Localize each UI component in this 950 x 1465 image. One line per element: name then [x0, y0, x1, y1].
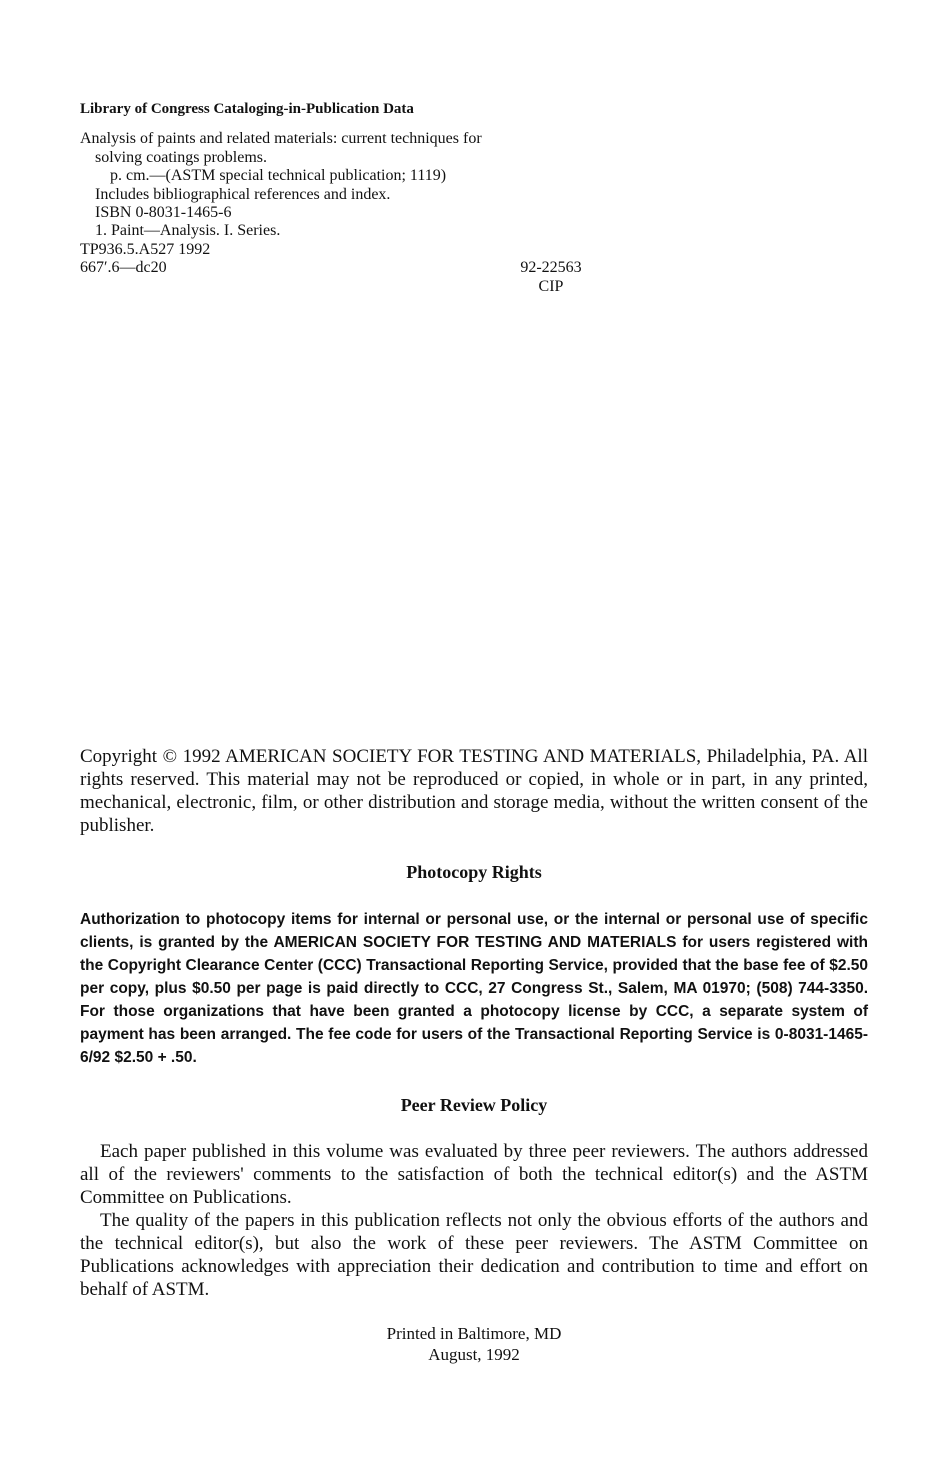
peer-review-paragraph-1: Each paper published in this volume was evaluated by three peer reviewers. The authors addressed all of the reviewers' comments to the satisfaction of both the technical editor(s) and the ASTM Committee on Publications. [80, 1141, 868, 1208]
cip-physical-description: p. cm.—(ASTM special technical publication; 1119) [110, 167, 447, 185]
peer-review-title: Peer Review Policy [400, 1095, 548, 1115]
peer-review-paragraph-2: The quality of the papers in this publication reflects not only the obvious efforts of the authors and the technical editor(s), but also the work of these peer reviewers. The ASTM Committee on Publications acknowledges with appreciation their dedication and contribution to time and effort on behalf of ASTM. [80, 1210, 868, 1300]
peer-review-body [80, 1140, 868, 1301]
cip-title-line1: Analysis of paints and related materials: current techniques for [80, 130, 482, 148]
cip-notes: Includes bibliographical references and index. [95, 185, 391, 203]
cip-label-row [80, 278, 600, 296]
cip-isbn: ISBN 0-8031-1465-6 [95, 204, 232, 222]
copyright-notice: Copyright © 1992 AMERICAN SOCIETY FOR TESTING AND MATERIALS, Philadelphia, PA. All rights reserved. This material may not be reproduced or copied, in whole or in part, in any printed, mechanical, electronic, film, or other distribution and storage media, without the written consent of the publisher. [80, 746, 868, 836]
cip-title-line2: solving coatings problems. [95, 148, 267, 166]
photocopy-rights-title: Photocopy Rights [406, 862, 542, 882]
imprint-date: August, 1992 [428, 1345, 520, 1364]
cip-label: CIP [538, 277, 564, 295]
cip-heading: Library of Congress Cataloging-in-Publication Data [80, 101, 414, 117]
cip-lccn: 92-22563 [520, 259, 582, 277]
cip-subjects: 1. Paint—Analysis. I. Series. [95, 222, 281, 240]
cip-block [80, 100, 600, 296]
cip-lc-class: TP936.5.A527 1992 [80, 240, 211, 258]
imprint-place: Printed in Baltimore, MD [386, 1324, 562, 1343]
photocopy-rights-body: Authorization to photocopy items for internal or personal use, or the internal or personal use of specific clients, is granted by the AMERICAN SOCIETY FOR TESTING AND MATERIALS for users registered with the Copyright Clearance Center (CCC) Transactional Reporting Service, provided that the base fee of $2.50 per copy, plus $0.50 per page is paid directly to CCC, 27 Congress St., Salem, MA 01970; (508) 744-3350. For those organizations that have been granted a photocopy license by CCC, a separate system of payment has been arranged. The fee code for users of the Transactional Reporting Service is 0-8031-1465-6/92 $2.50 + .50. [80, 911, 868, 1066]
cip-dewey-row [80, 259, 600, 277]
imprint [80, 1323, 868, 1365]
cip-dewey: 667′.6—dc20 [80, 259, 167, 277]
